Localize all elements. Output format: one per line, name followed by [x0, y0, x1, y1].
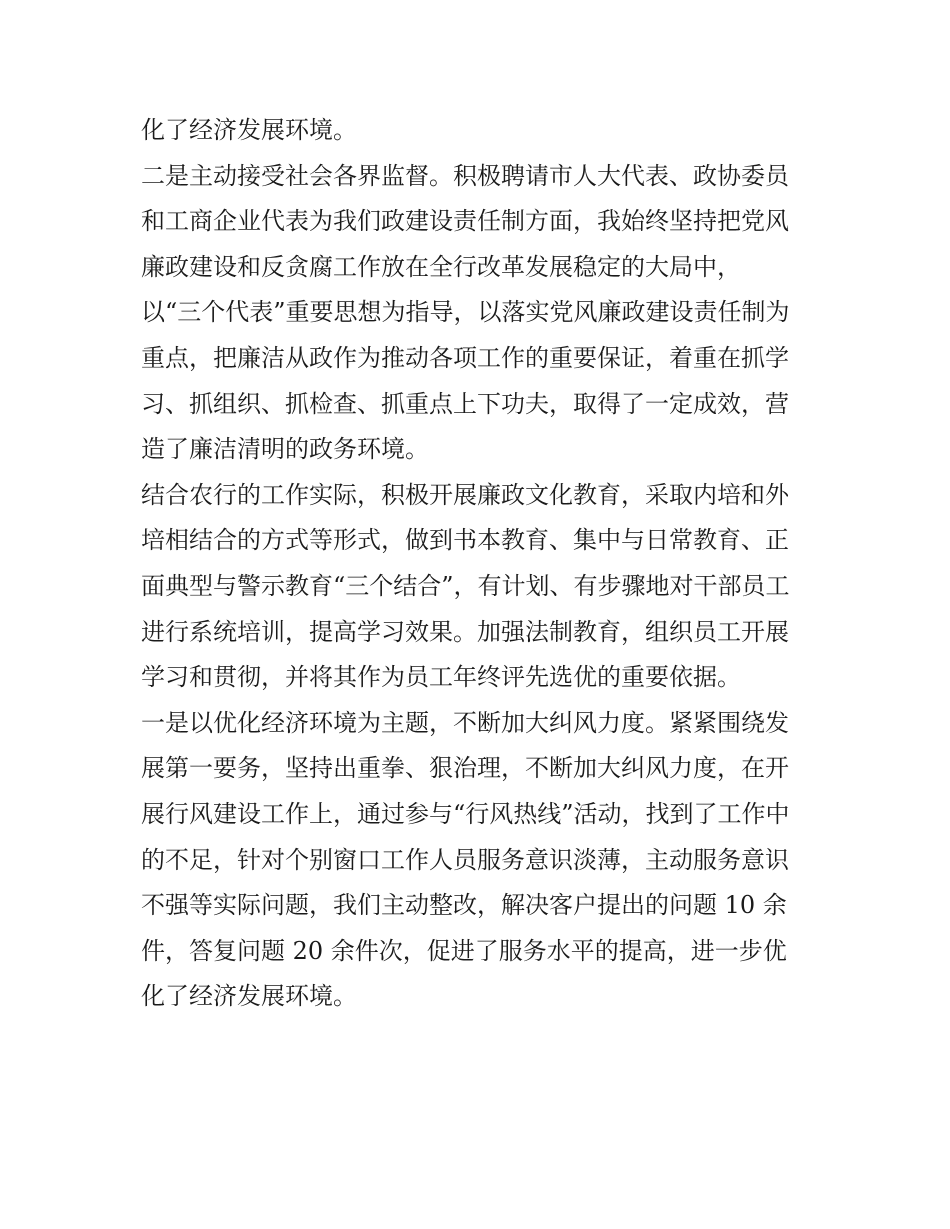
text-line-14: 一是以优化经济环境为主题，不断加大纠风力度。紧紧围绕发 [141, 708, 789, 737]
text-line-9: 结合农行的工作实际，积极开展廉政文化教育，采取内培和外 [141, 480, 789, 509]
text-line-7: 习、抓组织、抓检查、抓重点上下功夫，取得了一定成效，营 [141, 389, 789, 418]
document-body [141, 108, 821, 1020]
text-line-2: 二是主动接受社会各界监督。积极聘请市人大代表、政协委员 [141, 161, 789, 190]
text-line-17: 的不足，针对个别窗口工作人员服务意识淡薄，主动服务意识 [141, 845, 789, 874]
text-line-12: 进行系统培训，提高学习效果。加强法制教育，组织员工开展 [141, 617, 789, 646]
text-line-19: 件，答复问题 20 余件次，促进了服务水平的提高，进一步优 [141, 936, 787, 965]
text-line-5: 以“三个代表”重要思想为指导，以落实党风廉政建设责任制为 [141, 298, 790, 327]
text-line-4: 廉政建设和反贪腐工作放在全行改革发展稳定的大局中， [141, 252, 741, 281]
text-line-18: 不强等实际问题，我们主动整改，解决客户提出的问题 10 余 [141, 891, 787, 920]
text-line-3: 和工商企业代表为我们政建设责任制方面，我始终坚持把党风 [141, 207, 789, 236]
text-line-13: 学习和贯彻，并将其作为员工年终评先选优的重要依据。 [141, 663, 741, 692]
text-line-1: 化了经济发展环境。 [141, 116, 357, 144]
text-line-10: 培相结合的方式等形式，做到书本教育、集中与日常教育、正 [141, 526, 789, 555]
text-line-16: 展行风建设工作上，通过参与“行风热线”活动，找到了工作中 [141, 799, 790, 828]
text-line-11: 面典型与警示教育“三个结合”，有计划、有步骤地对干部员工 [141, 571, 790, 600]
text-line-8: 造了廉洁清明的政务环境。 [141, 435, 429, 464]
text-line-20: 化了经济发展环境。 [141, 982, 357, 1011]
text-line-6: 重点，把廉洁从政作为推动各项工作的重要保证，着重在抓学 [141, 343, 789, 372]
text-line-15: 展第一要务，坚持出重拳、狠治理，不断加大纠风力度，在开 [141, 754, 789, 783]
